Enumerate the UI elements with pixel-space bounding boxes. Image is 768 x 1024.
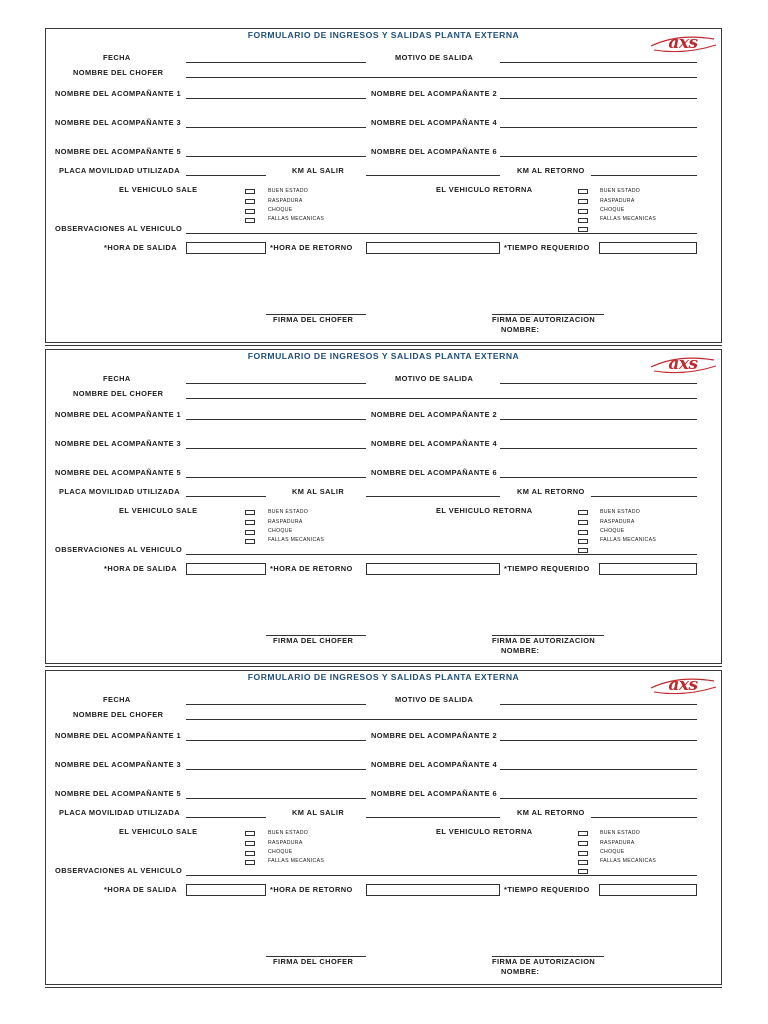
fecha-field[interactable]	[186, 62, 366, 63]
retorna-option-fallas: FALLAS MECANICAS	[600, 216, 657, 222]
km-retorno-label: KM AL RETORNO	[517, 166, 585, 175]
chofer-field[interactable]	[186, 398, 697, 399]
hora-salida-field[interactable]	[186, 884, 266, 896]
retorna-raspadura-checkbox[interactable]	[578, 520, 588, 525]
acompanante-1-label: NOMBRE DEL ACOMPAÑANTE 1	[55, 89, 182, 98]
sale-option-fallas: FALLAS MECANICAS	[268, 537, 325, 543]
sale-option-buen-estado: BUEN ESTADO	[268, 830, 309, 836]
sale-option-choque: CHOQUE	[268, 528, 293, 534]
company-logo	[648, 352, 718, 376]
vehiculo-retorna-label: EL VEHICULO RETORNA	[436, 506, 533, 515]
retorna-choque-checkbox[interactable]	[578, 209, 588, 214]
retorna-option-choque: CHOQUE	[600, 207, 625, 213]
company-logo	[648, 673, 718, 697]
firma-chofer-label: FIRMA DEL CHOFER	[273, 315, 354, 324]
km-salir-field[interactable]	[366, 496, 500, 497]
chofer-field[interactable]	[186, 77, 697, 78]
acompanante-2-field[interactable]	[500, 419, 697, 420]
placa-field[interactable]	[186, 817, 266, 818]
acompanante-3-field[interactable]	[186, 448, 366, 449]
retorna-extra-checkbox[interactable]	[578, 869, 588, 874]
acompanante-1-label: NOMBRE DEL ACOMPAÑANTE 1	[55, 731, 182, 740]
acompanante-5-label: NOMBRE DEL ACOMPAÑANTE 5	[55, 147, 182, 156]
tiempo-label: *TIEMPO REQUERIDO	[504, 885, 590, 894]
sale-raspadura-checkbox[interactable]	[245, 520, 255, 525]
hora-retorno-label: *HORA DE RETORNO	[270, 243, 353, 252]
chofer-label: NOMBRE DEL CHOFER	[73, 68, 164, 77]
retorna-buen-estado-checkbox[interactable]	[578, 831, 588, 836]
motivo-field[interactable]	[500, 704, 697, 705]
km-salir-label: KM AL SALIR	[292, 166, 345, 175]
km-salir-field[interactable]	[366, 175, 500, 176]
retorna-option-raspadura: RASPADURA	[600, 198, 635, 204]
acompanante-5-label: NOMBRE DEL ACOMPAÑANTE 5	[55, 789, 182, 798]
sale-option-fallas: FALLAS MECANICAS	[268, 858, 325, 864]
fecha-field[interactable]	[186, 704, 366, 705]
sale-option-buen-estado: BUEN ESTADO	[268, 188, 309, 194]
acompanante-3-label: NOMBRE DEL ACOMPAÑANTE 3	[55, 118, 182, 127]
acompanante-5-field[interactable]	[186, 798, 366, 799]
sale-option-raspadura: RASPADURA	[268, 519, 303, 525]
acompanante-1-field[interactable]	[186, 419, 366, 420]
sale-option-choque: CHOQUE	[268, 207, 293, 213]
acompanante-3-field[interactable]	[186, 127, 366, 128]
acompanante-4-label: NOMBRE DEL ACOMPAÑANTE 4	[371, 118, 498, 127]
logo-text: axs	[668, 33, 698, 53]
acompanante-1-field[interactable]	[186, 740, 366, 741]
motivo-field[interactable]	[500, 62, 697, 63]
km-retorno-field[interactable]	[591, 175, 697, 176]
observaciones-field[interactable]	[186, 233, 697, 234]
tiempo-field[interactable]	[599, 242, 697, 254]
sale-option-fallas: FALLAS MECANICAS	[268, 216, 325, 222]
logo-text: axs	[668, 675, 698, 695]
firma-autorizacion-label: FIRMA DE AUTORIZACION	[492, 636, 596, 645]
acompanante-4-field[interactable]	[500, 769, 697, 770]
acompanante-4-label: NOMBRE DEL ACOMPAÑANTE 4	[371, 439, 498, 448]
sale-buen-estado-checkbox[interactable]	[245, 189, 255, 194]
acompanante-2-label: NOMBRE DEL ACOMPAÑANTE 2	[371, 731, 498, 740]
company-logo	[648, 31, 718, 55]
form-title: FORMULARIO DE INGRESOS Y SALIDAS PLANTA EXTERNA	[247, 30, 520, 40]
sale-option-buen-estado: BUEN ESTADO	[268, 509, 309, 515]
form-separator	[45, 987, 722, 988]
retorna-option-choque: CHOQUE	[600, 849, 625, 855]
retorna-option-buen-estado: BUEN ESTADO	[600, 830, 641, 836]
hora-retorno-label: *HORA DE RETORNO	[270, 885, 353, 894]
acompanante-6-field[interactable]	[500, 798, 697, 799]
observaciones-field[interactable]	[186, 554, 697, 555]
retorna-option-fallas: FALLAS MECANICAS	[600, 537, 657, 543]
vehiculo-retorna-label: EL VEHICULO RETORNA	[436, 827, 533, 836]
fecha-label: FECHA	[103, 695, 131, 704]
acompanante-2-label: NOMBRE DEL ACOMPAÑANTE 2	[371, 410, 498, 419]
firma-chofer-label: FIRMA DEL CHOFER	[273, 957, 354, 966]
hora-salida-field[interactable]	[186, 563, 266, 575]
km-retorno-field[interactable]	[591, 496, 697, 497]
observaciones-field[interactable]	[186, 875, 697, 876]
acompanante-6-field[interactable]	[500, 156, 697, 157]
retorna-raspadura-checkbox[interactable]	[578, 199, 588, 204]
acompanante-3-field[interactable]	[186, 769, 366, 770]
acompanante-2-label: NOMBRE DEL ACOMPAÑANTE 2	[371, 89, 498, 98]
vehiculo-sale-label: EL VEHICULO SALE	[119, 185, 198, 194]
hora-retorno-field[interactable]	[366, 242, 500, 254]
form-title: FORMULARIO DE INGRESOS Y SALIDAS PLANTA EXTERNA	[247, 672, 520, 682]
nombre-label: NOMBRE:	[501, 325, 540, 334]
retorna-buen-estado-checkbox[interactable]	[578, 189, 588, 194]
sale-buen-estado-checkbox[interactable]	[245, 831, 255, 836]
placa-label: PLACA MOVILIDAD UTILIZADA	[59, 487, 181, 496]
retorna-fallas-checkbox[interactable]	[578, 860, 588, 865]
retorna-choque-checkbox[interactable]	[578, 530, 588, 535]
km-salir-field[interactable]	[366, 817, 500, 818]
observaciones-label: OBSERVACIONES AL VEHICULO	[55, 224, 183, 233]
sale-option-choque: CHOQUE	[268, 849, 293, 855]
vehiculo-sale-label: EL VEHICULO SALE	[119, 827, 198, 836]
vehiculo-sale-label: EL VEHICULO SALE	[119, 506, 198, 515]
sale-fallas-checkbox[interactable]	[245, 860, 255, 865]
sale-raspadura-checkbox[interactable]	[245, 841, 255, 846]
retorna-buen-estado-checkbox[interactable]	[578, 510, 588, 515]
km-retorno-label: KM AL RETORNO	[517, 487, 585, 496]
hora-salida-label: *HORA DE SALIDA	[104, 243, 177, 252]
nombre-label: NOMBRE:	[501, 646, 540, 655]
sale-choque-checkbox[interactable]	[245, 851, 255, 856]
km-salir-label: KM AL SALIR	[292, 487, 345, 496]
chofer-label: NOMBRE DEL CHOFER	[73, 389, 164, 398]
retorna-option-fallas: FALLAS MECANICAS	[600, 858, 657, 864]
sale-option-raspadura: RASPADURA	[268, 840, 303, 846]
sale-buen-estado-checkbox[interactable]	[245, 510, 255, 515]
acompanante-6-label: NOMBRE DEL ACOMPAÑANTE 6	[371, 147, 498, 156]
fecha-field[interactable]	[186, 383, 366, 384]
placa-field[interactable]	[186, 175, 266, 176]
acompanante-6-label: NOMBRE DEL ACOMPAÑANTE 6	[371, 789, 498, 798]
exit-entry-form-2	[45, 349, 722, 664]
hora-salida-label: *HORA DE SALIDA	[104, 885, 177, 894]
acompanante-5-field[interactable]	[186, 477, 366, 478]
firma-autorizacion-label: FIRMA DE AUTORIZACION	[492, 957, 596, 966]
retorna-extra-checkbox[interactable]	[578, 227, 588, 232]
retorna-option-raspadura: RASPADURA	[600, 840, 635, 846]
retorna-extra-checkbox[interactable]	[578, 548, 588, 553]
logo-text: axs	[668, 354, 698, 374]
motivo-label: MOTIVO DE SALIDA	[395, 695, 474, 704]
exit-entry-form-1	[45, 28, 722, 343]
retorna-choque-checkbox[interactable]	[578, 851, 588, 856]
sale-raspadura-checkbox[interactable]	[245, 199, 255, 204]
retorna-fallas-checkbox[interactable]	[578, 218, 588, 223]
acompanante-5-field[interactable]	[186, 156, 366, 157]
tiempo-label: *TIEMPO REQUERIDO	[504, 564, 590, 573]
sale-choque-checkbox[interactable]	[245, 530, 255, 535]
chofer-label: NOMBRE DEL CHOFER	[73, 710, 164, 719]
observaciones-label: OBSERVACIONES AL VEHICULO	[55, 866, 183, 875]
acompanante-6-field[interactable]	[500, 477, 697, 478]
fecha-label: FECHA	[103, 53, 131, 62]
placa-field[interactable]	[186, 496, 266, 497]
sale-option-raspadura: RASPADURA	[268, 198, 303, 204]
retorna-option-buen-estado: BUEN ESTADO	[600, 188, 641, 194]
vehiculo-retorna-label: EL VEHICULO RETORNA	[436, 185, 533, 194]
acompanante-3-label: NOMBRE DEL ACOMPAÑANTE 3	[55, 760, 182, 769]
tiempo-label: *TIEMPO REQUERIDO	[504, 243, 590, 252]
hora-retorno-field[interactable]	[366, 563, 500, 575]
nombre-label: NOMBRE:	[501, 967, 540, 976]
tiempo-field[interactable]	[599, 563, 697, 575]
form-title: FORMULARIO DE INGRESOS Y SALIDAS PLANTA EXTERNA	[247, 351, 520, 361]
tiempo-field[interactable]	[599, 884, 697, 896]
retorna-fallas-checkbox[interactable]	[578, 539, 588, 544]
motivo-label: MOTIVO DE SALIDA	[395, 53, 474, 62]
acompanante-2-field[interactable]	[500, 98, 697, 99]
retorna-raspadura-checkbox[interactable]	[578, 841, 588, 846]
acompanante-2-field[interactable]	[500, 740, 697, 741]
acompanante-4-label: NOMBRE DEL ACOMPAÑANTE 4	[371, 760, 498, 769]
hora-retorno-label: *HORA DE RETORNO	[270, 564, 353, 573]
acompanante-1-label: NOMBRE DEL ACOMPAÑANTE 1	[55, 410, 182, 419]
hora-salida-label: *HORA DE SALIDA	[104, 564, 177, 573]
sale-fallas-checkbox[interactable]	[245, 218, 255, 223]
sale-fallas-checkbox[interactable]	[245, 539, 255, 544]
retorna-option-choque: CHOQUE	[600, 528, 625, 534]
placa-label: PLACA MOVILIDAD UTILIZADA	[59, 166, 181, 175]
hora-salida-field[interactable]	[186, 242, 266, 254]
firma-autorizacion-label: FIRMA DE AUTORIZACION	[492, 315, 596, 324]
fecha-label: FECHA	[103, 374, 131, 383]
placa-label: PLACA MOVILIDAD UTILIZADA	[59, 808, 181, 817]
acompanante-5-label: NOMBRE DEL ACOMPAÑANTE 5	[55, 468, 182, 477]
retorna-option-raspadura: RASPADURA	[600, 519, 635, 525]
acompanante-1-field[interactable]	[186, 98, 366, 99]
form-separator	[45, 666, 722, 667]
retorna-option-buen-estado: BUEN ESTADO	[600, 509, 641, 515]
form-separator	[45, 345, 722, 346]
km-retorno-field[interactable]	[591, 817, 697, 818]
km-salir-label: KM AL SALIR	[292, 808, 345, 817]
km-retorno-label: KM AL RETORNO	[517, 808, 585, 817]
acompanante-4-field[interactable]	[500, 448, 697, 449]
acompanante-6-label: NOMBRE DEL ACOMPAÑANTE 6	[371, 468, 498, 477]
motivo-field[interactable]	[500, 383, 697, 384]
exit-entry-form-3	[45, 670, 722, 985]
hora-retorno-field[interactable]	[366, 884, 500, 896]
acompanante-3-label: NOMBRE DEL ACOMPAÑANTE 3	[55, 439, 182, 448]
sale-choque-checkbox[interactable]	[245, 209, 255, 214]
observaciones-label: OBSERVACIONES AL VEHICULO	[55, 545, 183, 554]
chofer-field[interactable]	[186, 719, 697, 720]
firma-chofer-label: FIRMA DEL CHOFER	[273, 636, 354, 645]
acompanante-4-field[interactable]	[500, 127, 697, 128]
motivo-label: MOTIVO DE SALIDA	[395, 374, 474, 383]
